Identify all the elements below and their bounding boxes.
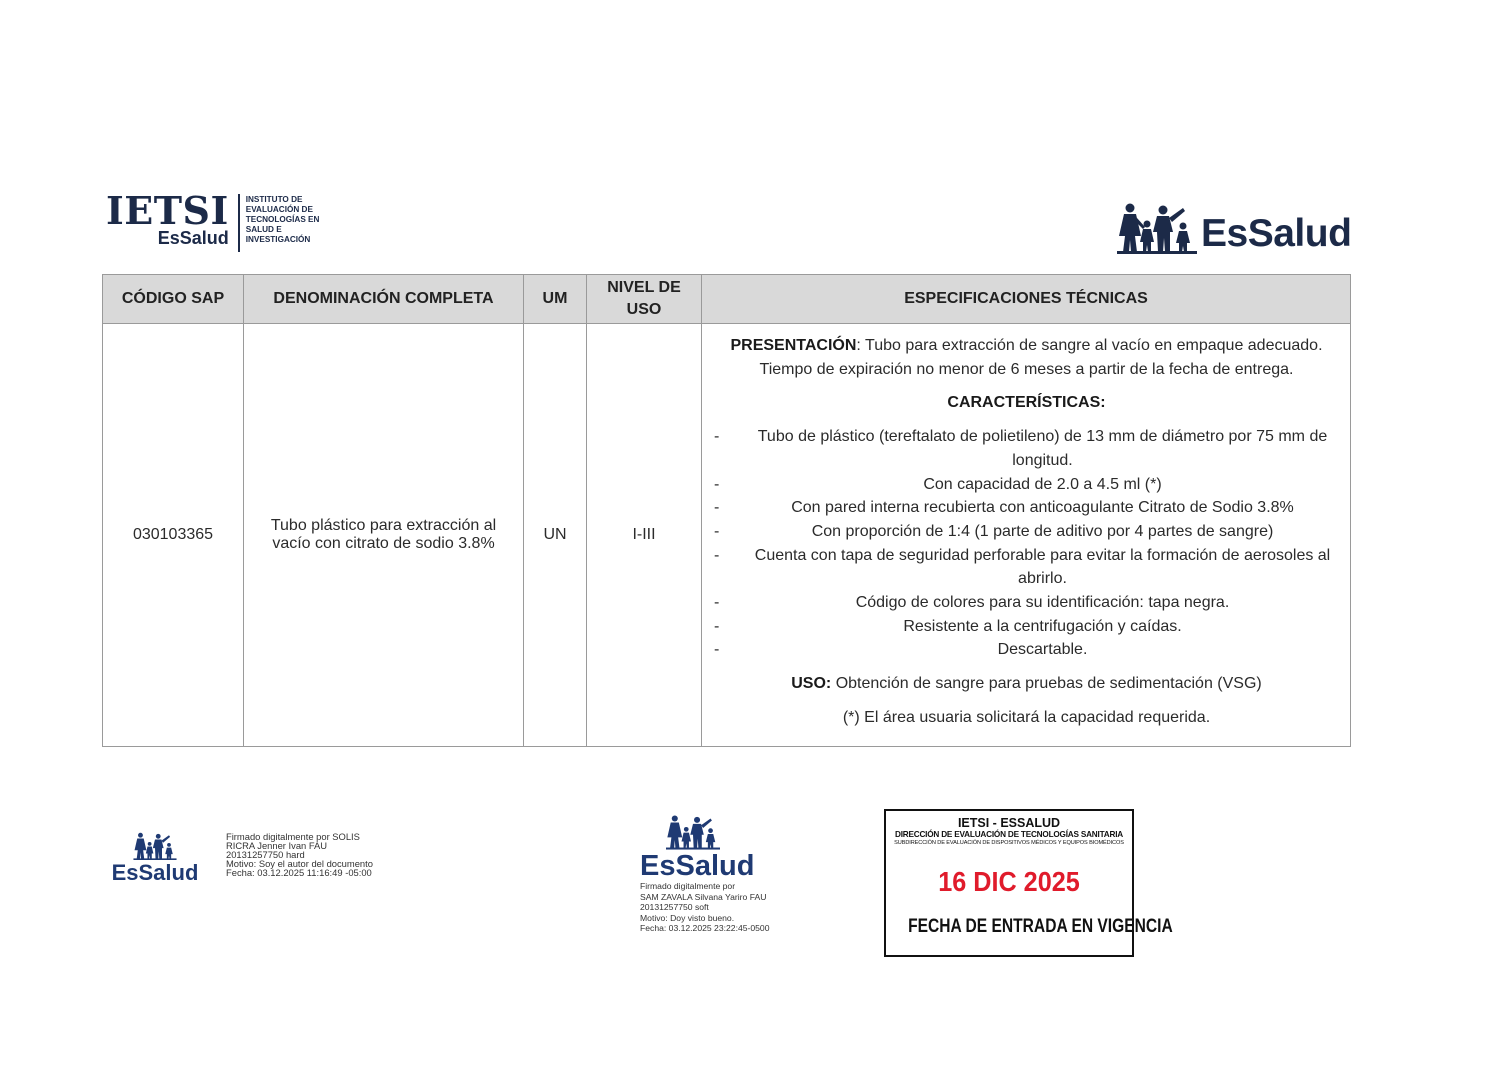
signature-1-logo	[111, 832, 199, 885]
signature-1-text: Firmado digitalmente por SOLIS RICRA Jenner Ivan FAU 20131257750 hard Motivo: Soy el autor del documento Fecha: 03.12.2025 11:16:49 -05:00	[226, 831, 373, 878]
caracteristicas-heading	[714, 391, 1339, 415]
signature-1-logo-word: EsSalud	[111, 860, 199, 885]
presentacion-label: PRESENTACIÓN	[730, 337, 857, 354]
cell-especificaciones	[702, 324, 1351, 747]
stamp-subdirection: SUBDIRECCIÓN DE EVALUACIÓN DE DISPOSITIVOS MÉDICOS Y EQUIPOS BIOMÉDICOS	[894, 840, 1124, 846]
header-um: UM	[524, 275, 587, 324]
table-header-row	[103, 275, 1351, 324]
caracteristicas-label: CARACTERÍSTICAS:	[947, 394, 1106, 412]
cell-codigo: 030103365	[103, 324, 244, 747]
uso-label: USO:	[791, 675, 832, 693]
table-row	[103, 324, 1351, 747]
essalud-logo-word: EsSalud	[1201, 212, 1352, 255]
digital-signature-2	[640, 814, 780, 934]
header-especificaciones: ESPECIFICACIONES TÉCNICAS	[702, 275, 1351, 324]
essalud-logo	[1117, 198, 1351, 254]
header-nivel-line1: NIVEL DE	[607, 279, 681, 296]
family-icon	[666, 814, 720, 850]
cell-um: UN	[524, 324, 587, 747]
nota-paragraph: (*) El área usuaria solicitará la capacidad requerida.	[842, 708, 1211, 726]
stamp-title: IETSI - ESSALUD	[957, 816, 1061, 830]
list-item: - Con capacidad de 2.0 a 4.5 ml (*)	[714, 473, 1339, 497]
presentacion-text: : Tubo para extracción de sangre al vacío en empaque adecuado. Tiempo de expiración no menor de 6 meses a partir de la fecha de entrega.	[759, 337, 1323, 378]
caracteristicas-list	[714, 425, 1339, 662]
header-nivel-line2: USO	[626, 301, 662, 318]
list-item: - Tubo de plástico (tereftalato de polietileno) de 13 mm de diámetro por 75 mm de longitud.	[714, 425, 1339, 472]
header-nivel-uso	[587, 275, 702, 324]
list-item: - Con pared interna recubierta con anticoagulante Citrato de Sodio 3.8%	[714, 496, 1339, 520]
cell-nivel: I-III	[587, 324, 702, 747]
family-icon	[133, 832, 177, 860]
stamp-direction: DIRECCIÓN DE EVALUACIÓN DE TECNOLOGÍAS SANITARIA	[895, 830, 1123, 839]
cell-denominacion	[244, 324, 524, 747]
ietsi-logo-word: IETSI	[106, 188, 229, 233]
stamp-footer: FECHA DE ENTRADA EN VIGENCIA	[908, 916, 1173, 937]
signature-2-text: Firmado digitalmente por SAM ZAVALA Silvana Yariro FAU 20131257750 soft Motivo: Doy visto bueno. Fecha: 03.12.2025 23:22:45-0500	[640, 881, 770, 933]
list-item: - Código de colores para su identificación: tapa negra.	[714, 591, 1339, 615]
spec-table	[102, 274, 1351, 747]
effective-date-stamp	[884, 809, 1173, 957]
signature-2-logo	[640, 814, 780, 880]
list-item: - Descartable.	[714, 638, 1339, 662]
ietsi-full-name: INSTITUTO DE EVALUACIÓN DE TECNOLOGÍAS EN SALUD E INVESTIGACIÓN	[245, 195, 320, 244]
digital-signature-1	[111, 831, 373, 885]
uso-text: Obtención de sangre para pruebas de sedimentación (VSG)	[831, 675, 1262, 693]
stamp-date: 16 DIC 2025	[938, 866, 1080, 897]
logo-divider	[238, 194, 240, 252]
presentacion-paragraph	[714, 334, 1339, 381]
family-icon	[1117, 202, 1197, 254]
ietsi-logo-sub: EsSalud	[157, 228, 229, 248]
header-denominacion: DENOMINACIÓN COMPLETA	[244, 275, 524, 324]
denominacion-text: Tubo plástico para extracción al vacío con citrato de sodio 3.8%	[270, 516, 497, 552]
list-item: - Cuenta con tapa de seguridad perforable para evitar la formación de aerosoles al abrirlo.	[714, 544, 1339, 591]
ietsi-mark	[106, 188, 229, 248]
uso-paragraph	[714, 672, 1339, 696]
ietsi-logo	[106, 188, 320, 254]
list-item: - Con proporción de 1:4 (1 parte de aditivo por 4 partes de sangre)	[714, 520, 1339, 544]
signature-2-logo-word: EsSalud	[640, 850, 755, 882]
list-item: - Resistente a la centrifugación y caídas.	[714, 615, 1339, 639]
header-codigo-sap: CÓDIGO SAP	[103, 275, 244, 324]
